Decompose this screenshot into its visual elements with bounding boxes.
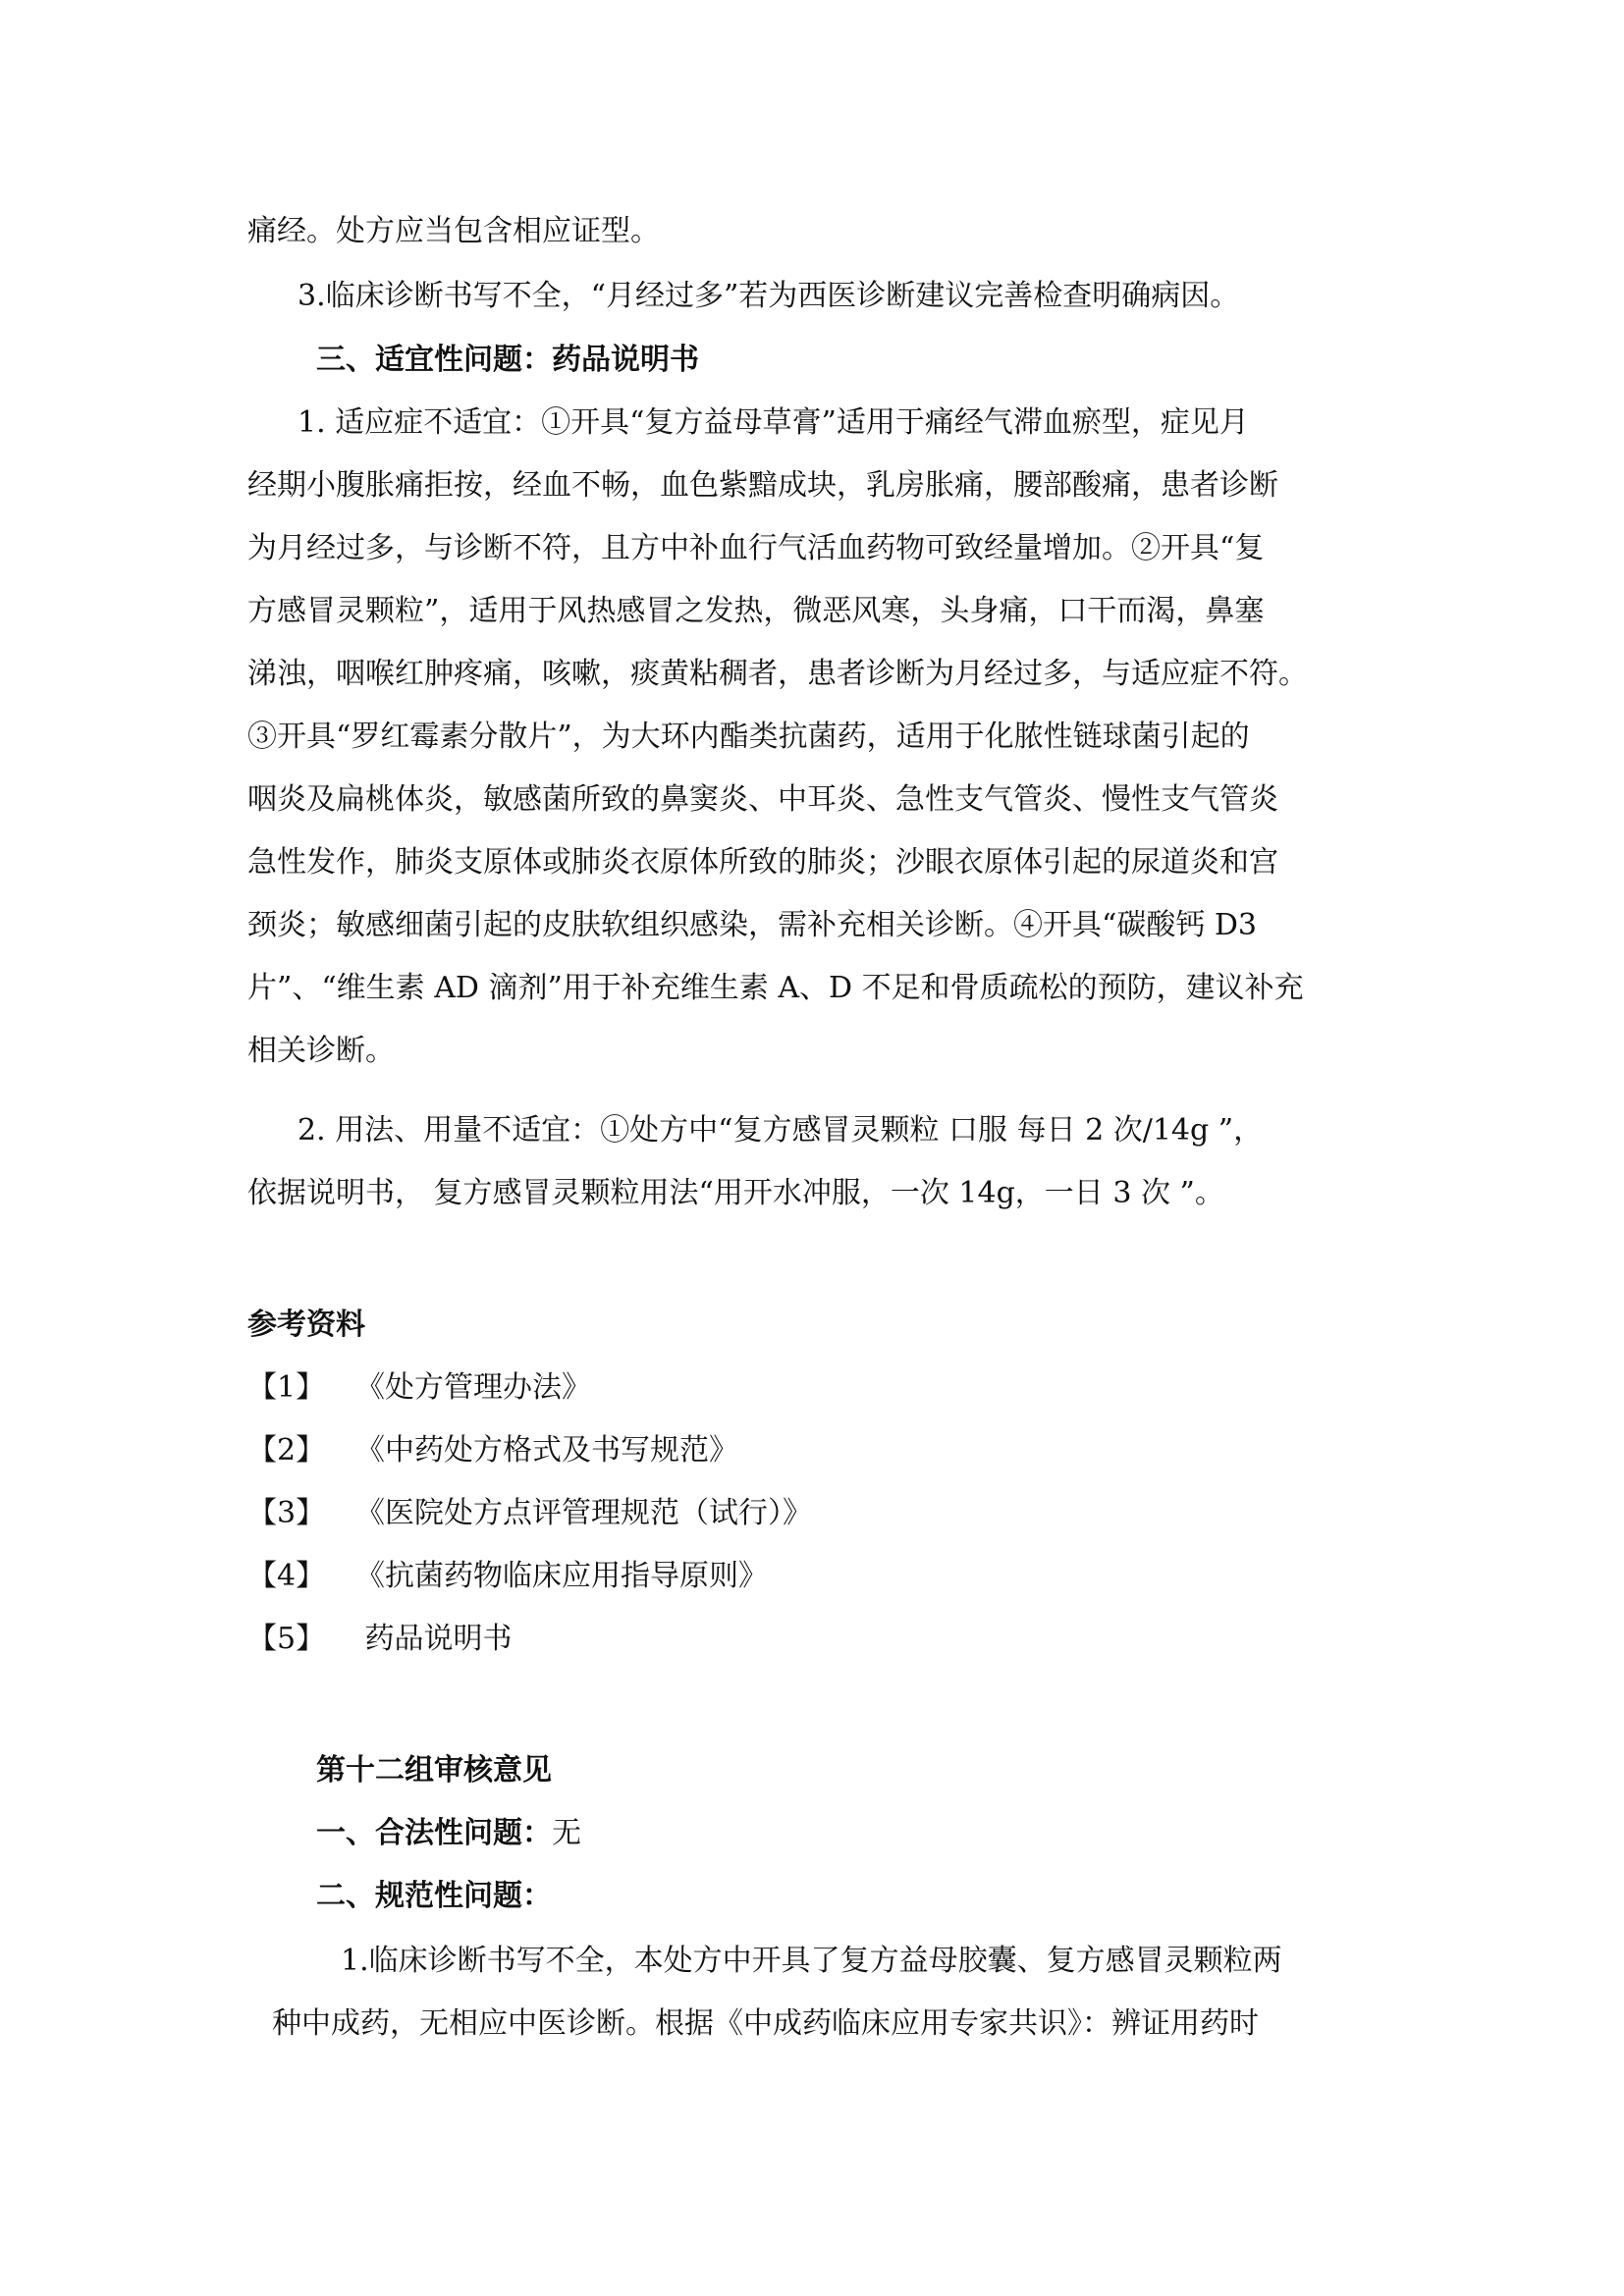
- reference-item: [247, 1620, 513, 1659]
- paragraph-line: 为月经过多，与诊断不符，且方中补血行气活血药物可致经量增加。②开具“复: [247, 531, 1265, 565]
- paragraph-line: 咽炎及扁桃体炎，敏感菌所致的鼻窦炎、中耳炎、急性支气管炎、慢性支气管炎: [247, 782, 1278, 817]
- norm-heading: 二、规范性问题：: [316, 1879, 552, 1913]
- paragraph-line: 相关诊断。: [247, 1034, 395, 1068]
- reference-item: [247, 1557, 768, 1596]
- reference-item: [247, 1494, 812, 1533]
- group-title: 第十二组审核意见: [316, 1753, 552, 1788]
- reference-number: 【1】: [247, 1370, 326, 1405]
- reference-number: 【3】: [247, 1496, 326, 1530]
- reference-number: 【5】: [247, 1622, 326, 1656]
- legality-label: 一、合法性问题：: [316, 1816, 552, 1850]
- paragraph-line: 方感冒灵颗粒”，适用于风热感冒之发热，微恶风寒，头身痛，口干而渴，鼻塞: [247, 594, 1265, 628]
- paragraph-line: 片”、“维生素 AD 滴剂”用于补充维生素 A、D 不足和骨质疏松的预防，建议补充: [247, 971, 1304, 1005]
- paragraph-line: 1.临床诊断书写不全，本处方中开具了复方益母胶囊、复方感冒灵颗粒两: [341, 1944, 1282, 1978]
- reference-item: [247, 1431, 738, 1470]
- reference-title: 《中药处方格式及书写规范》: [355, 1433, 738, 1468]
- paragraph-line: 经期小腹胀痛拒按，经血不畅，血色紫黯成块，乳房胀痛，腰部酸痛，患者诊断: [247, 468, 1278, 503]
- reference-item: [247, 1368, 591, 1408]
- reference-number: 【2】: [247, 1433, 326, 1468]
- reference-number: 【4】: [247, 1559, 326, 1593]
- paragraph-line: 3.临床诊断书写不全，“月经过多”若为西医诊断建议完善检查明确病因。: [298, 279, 1240, 313]
- legality-line: [316, 1814, 581, 1853]
- paragraph-line: 涕浊，咽喉红肿疼痛，咳嗽，痰黄粘稠者，患者诊断为月经过多，与适应症不符。: [247, 657, 1308, 691]
- paragraph-line: 颈炎；敏感细菌引起的皮肤软组织感染，需补充相关诊断。④开具“碳酸钙 D3: [247, 908, 1258, 942]
- reference-title: 《处方管理办法》: [355, 1370, 591, 1405]
- paragraph-line: 2. 用法、用量不适宜：①处方中“复方感冒灵颗粒 口服 每日 2 次/14g ”，: [298, 1113, 1264, 1148]
- legality-value: 无: [552, 1816, 581, 1850]
- references-heading: 参考资料: [247, 1308, 365, 1342]
- reference-title: 《医院处方点评管理规范（试行）》: [355, 1496, 812, 1530]
- paragraph-line: 急性发作，肺炎支原体或肺炎衣原体所致的肺炎；沙眼衣原体引起的尿道炎和宫: [247, 845, 1278, 880]
- reference-title: 《抗菌药物临床应用指导原则》: [355, 1559, 768, 1593]
- section-heading: 三、适宜性问题：药品说明书: [316, 343, 699, 377]
- reference-title: 药品说明书: [355, 1622, 513, 1656]
- paragraph-line: 1. 适应症不适宜：①开具“复方益母草膏”适用于痛经气滞血瘀型，症见月: [298, 405, 1249, 440]
- paragraph-line: 种中成药，无相应中医诊断。根据《中成药临床应用专家共识》：辨证用药时: [272, 2006, 1259, 2041]
- paragraph-line: 痛经。处方应当包含相应证型。: [247, 214, 660, 248]
- paragraph-line: ③开具“罗红霉素分散片”，为大环内酯类抗菌药，适用于化脓性链球菌引起的: [247, 720, 1250, 754]
- paragraph-line: 依据说明书， 复方感冒灵颗粒用法“用开水冲服，一次 14g，一日 3 次 ”。: [247, 1176, 1224, 1210]
